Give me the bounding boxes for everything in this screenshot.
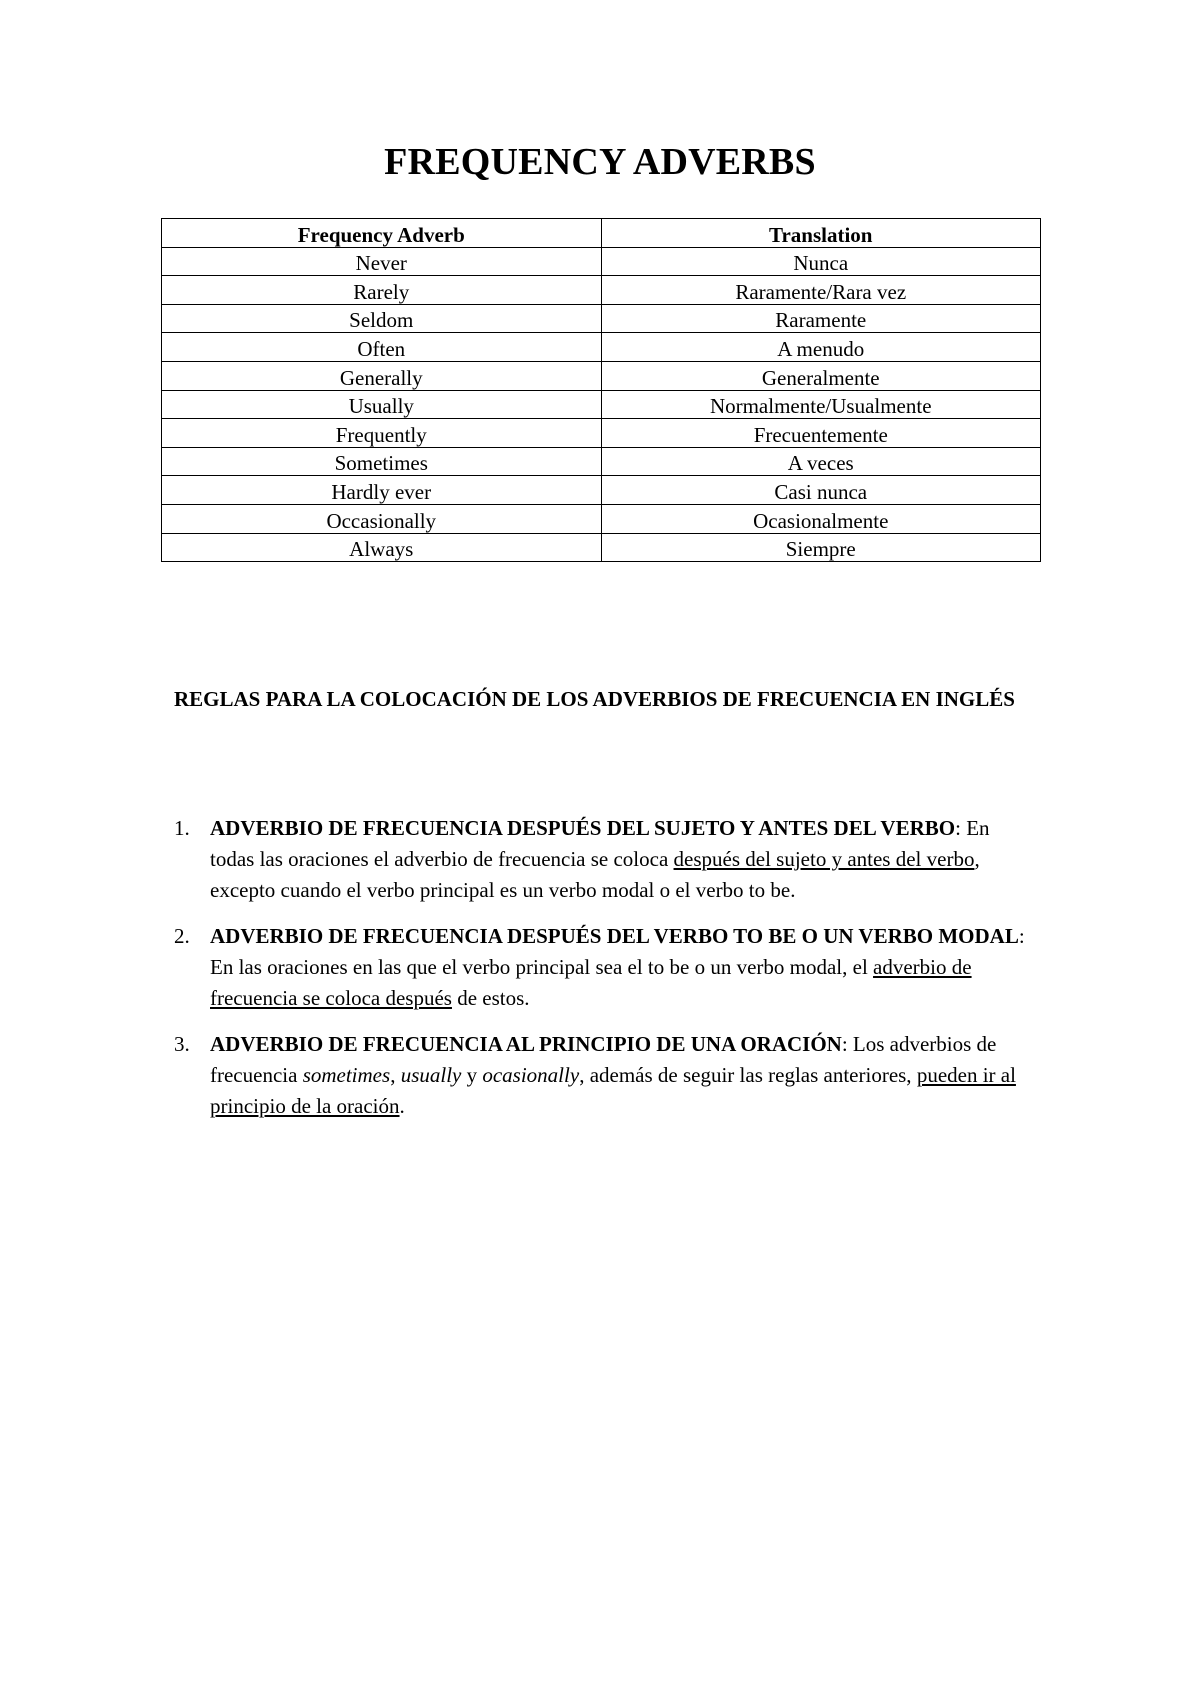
rule-text: , además de seguir las reglas anteriores, xyxy=(579,1063,917,1087)
table-row xyxy=(162,333,1041,362)
translation-cell: Frecuentemente xyxy=(601,419,1041,448)
table-row xyxy=(162,304,1041,333)
translation-cell: Casi nunca xyxy=(601,476,1041,505)
adverb-cell: Frequently xyxy=(162,419,602,448)
adverb-cell: Hardly ever xyxy=(162,476,602,505)
rule-text: de estos. xyxy=(451,986,530,1010)
rule-number: 1. xyxy=(174,816,190,840)
table-row xyxy=(162,476,1041,505)
adverb-cell: Never xyxy=(162,247,602,276)
rule-underlined-text: adverbio de frecuencia se coloca después xyxy=(210,955,972,1010)
rule-text: , xyxy=(390,1063,401,1087)
translation-cell: A veces xyxy=(601,447,1041,476)
table-row xyxy=(162,533,1041,562)
rule-title: ADVERBIO DE FRECUENCIA DESPUÉS DEL SUJETO Y ANTES DEL VERBO xyxy=(210,816,956,840)
translation-cell: Nunca xyxy=(601,247,1041,276)
adverb-cell: Usually xyxy=(162,390,602,419)
translation-cell: Raramente xyxy=(601,304,1041,333)
table-row xyxy=(162,419,1041,448)
adverb-cell: Rarely xyxy=(162,276,602,305)
header-translation: Translation xyxy=(601,219,1041,248)
translation-cell: Normalmente/Usualmente xyxy=(601,390,1041,419)
rule-item xyxy=(174,813,1034,906)
rules-heading: REGLAS PARA LA COLOCACIÓN DE LOS ADVERBIOS DE FRECUENCIA EN INGLÉS xyxy=(174,687,1015,711)
rule-underlined-text: después del sujeto y antes del verbo xyxy=(673,847,975,871)
rule-text: : En todas las oraciones el adverbio de frecuencia se coloca xyxy=(210,816,990,871)
table-row xyxy=(162,447,1041,476)
rule-item xyxy=(174,921,1034,1014)
adverb-table xyxy=(161,218,1041,562)
table-row xyxy=(162,504,1041,533)
translation-cell: Raramente/Rara vez xyxy=(601,276,1041,305)
rule-italic-text: usually xyxy=(400,1063,462,1087)
rule-text: : En las oraciones en las que el verbo principal sea el to be o un verbo modal, el xyxy=(210,924,1025,979)
adverb-cell: Always xyxy=(162,533,602,562)
rule-underlined-text: pueden ir al principio de la oración xyxy=(210,1063,1016,1118)
translation-cell: Ocasionalmente xyxy=(601,504,1041,533)
translation-cell: A menudo xyxy=(601,333,1041,362)
adverb-cell: Occasionally xyxy=(162,504,602,533)
translation-cell: Siempre xyxy=(601,533,1041,562)
table-row xyxy=(162,390,1041,419)
adverb-cell: Often xyxy=(162,333,602,362)
rule-title: ADVERBIO DE FRECUENCIA AL PRINCIPIO DE UNA ORACIÓN xyxy=(210,1032,842,1056)
header-frequency-adverb: Frequency Adverb xyxy=(162,219,602,248)
rule-title: ADVERBIO DE FRECUENCIA DESPUÉS DEL VERBO TO BE O UN VERBO MODAL xyxy=(210,924,1019,948)
adverb-cell: Generally xyxy=(162,361,602,390)
rule-text: . xyxy=(399,1094,405,1118)
rules-list xyxy=(174,813,1034,1137)
rule-text: , excepto cuando el verbo principal es un verbo modal o el verbo to be. xyxy=(210,847,980,902)
translation-cell: Generalmente xyxy=(601,361,1041,390)
table-row xyxy=(162,247,1041,276)
rule-italic-text: ocasionally xyxy=(482,1063,580,1087)
rule-text: y xyxy=(461,1063,483,1087)
rule-number: 2. xyxy=(174,924,190,948)
adverb-cell: Sometimes xyxy=(162,447,602,476)
rule-item xyxy=(174,1029,1034,1122)
rule-italic-text: sometimes xyxy=(302,1063,391,1087)
table-row xyxy=(162,276,1041,305)
table-row xyxy=(162,361,1041,390)
rule-text: : Los adverbios de frecuencia xyxy=(210,1032,997,1087)
rule-number: 3. xyxy=(174,1032,190,1056)
adverb-cell: Seldom xyxy=(162,304,602,333)
page-title: FREQUENCY ADVERBS xyxy=(384,141,816,183)
table-header-row xyxy=(162,219,1041,248)
